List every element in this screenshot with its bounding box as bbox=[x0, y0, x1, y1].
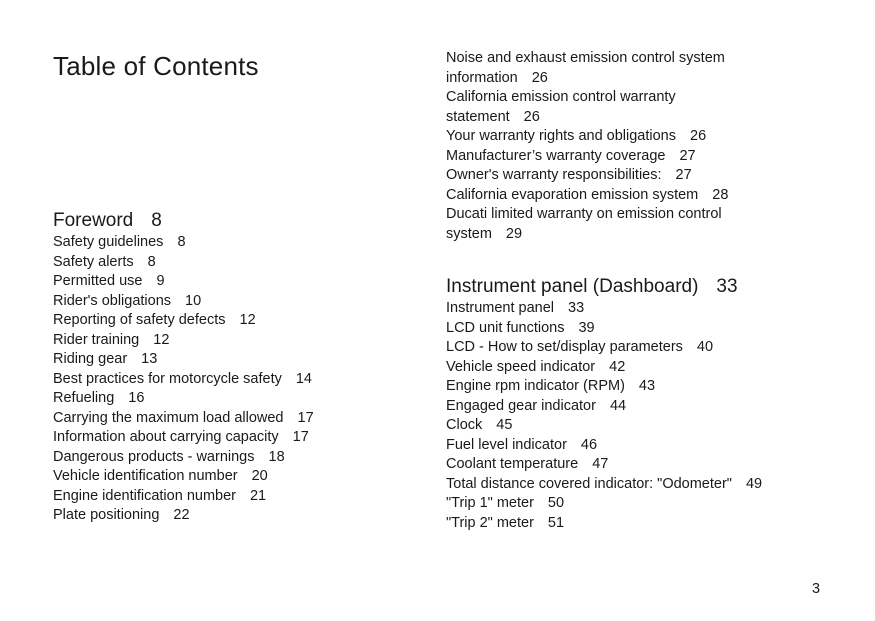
toc-entry-label: Engaged gear indicator bbox=[446, 397, 596, 414]
section-heading-page: 33 bbox=[716, 276, 738, 297]
toc-entry-label: Instrument panel bbox=[446, 300, 555, 316]
toc-entry-label: Refueling bbox=[53, 390, 115, 406]
toc-entry[interactable] bbox=[53, 331, 413, 351]
toc-entry-label: Clock bbox=[446, 417, 483, 433]
toc-entry-label: Total distance covered indicator: "Odometer" bbox=[446, 475, 732, 492]
foreword-section bbox=[53, 209, 413, 526]
toc-entry-page: 45 bbox=[496, 417, 513, 433]
toc-entry-page: 42 bbox=[609, 358, 626, 375]
toc-entry-label: Information about carrying capacity bbox=[53, 429, 279, 445]
toc-entry[interactable] bbox=[53, 487, 413, 507]
toc-entry-label: Carrying the maximum load allowed bbox=[53, 409, 284, 426]
continued-entry-list bbox=[446, 49, 836, 244]
toc-entry-page: 51 bbox=[547, 514, 565, 531]
toc-entry[interactable] bbox=[446, 299, 836, 319]
toc-entry[interactable] bbox=[53, 370, 413, 390]
toc-entry[interactable] bbox=[53, 506, 413, 526]
toc-entry[interactable] bbox=[53, 389, 413, 409]
toc-entry-label: Engine rpm indicator (RPM) bbox=[446, 378, 625, 394]
toc-entry[interactable] bbox=[446, 397, 836, 417]
page-title: Table of Contents bbox=[53, 51, 259, 81]
toc-entry-page: 13 bbox=[141, 351, 158, 367]
toc-entry-label: Coolant temperature bbox=[446, 456, 579, 472]
toc-entry[interactable] bbox=[53, 311, 413, 331]
page-number: 3 bbox=[812, 581, 821, 597]
toc-entry[interactable] bbox=[446, 88, 836, 127]
toc-entry[interactable] bbox=[53, 292, 413, 312]
toc-entry[interactable] bbox=[446, 358, 836, 378]
toc-entry-label: Permitted use bbox=[53, 273, 143, 289]
toc-entry-page: 26 bbox=[531, 69, 548, 86]
toc-entry-label: "Trip 2" meter bbox=[446, 514, 534, 531]
toc-entry-label-cont: statement bbox=[446, 108, 510, 125]
toc-entry-label: Rider training bbox=[53, 331, 140, 348]
toc-entry-page: 39 bbox=[578, 319, 595, 336]
section-heading-label: Instrument panel (Dashboard) bbox=[446, 276, 699, 297]
instrument-panel-section bbox=[446, 275, 836, 533]
toc-entry[interactable] bbox=[446, 475, 836, 495]
toc-entry-page: 9 bbox=[156, 273, 165, 289]
toc-entry-page: 8 bbox=[147, 253, 156, 270]
section-heading-label: Foreword bbox=[53, 210, 134, 231]
toc-entry[interactable] bbox=[53, 448, 413, 468]
toc-entry-page: 12 bbox=[153, 331, 170, 348]
section-heading-instrument-panel[interactable] bbox=[446, 275, 836, 299]
toc-entry-label: Dangerous products - warnings bbox=[53, 448, 255, 465]
toc-entry-page: 27 bbox=[675, 167, 692, 183]
toc-entry[interactable] bbox=[53, 272, 413, 292]
toc-entry[interactable] bbox=[446, 127, 836, 147]
toc-entry-page: 29 bbox=[505, 225, 523, 242]
toc-entry[interactable] bbox=[446, 494, 836, 514]
toc-entry-label: Noise and exhaust emission control system bbox=[446, 50, 725, 66]
toc-entry[interactable] bbox=[446, 338, 836, 358]
toc-entry[interactable] bbox=[446, 205, 836, 244]
toc-entry[interactable] bbox=[446, 416, 836, 436]
toc-entry-label: LCD - How to set/display parameters bbox=[446, 339, 683, 355]
toc-entry[interactable] bbox=[446, 377, 836, 397]
toc-entry[interactable] bbox=[53, 467, 413, 487]
toc-entry-label: Vehicle speed indicator bbox=[446, 358, 596, 375]
toc-entry-label: Safety alerts bbox=[53, 253, 134, 270]
toc-entry-label: Engine identification number bbox=[53, 487, 236, 504]
toc-entry-page: 17 bbox=[292, 429, 309, 445]
toc-entry[interactable] bbox=[53, 428, 413, 448]
toc-entry-page: 40 bbox=[696, 339, 714, 355]
toc-entry-label: Owner's warranty responsibilities: bbox=[446, 167, 662, 183]
toc-entry[interactable] bbox=[446, 436, 836, 456]
toc-entry[interactable] bbox=[53, 253, 413, 273]
toc-entry[interactable] bbox=[53, 409, 413, 429]
toc-entry[interactable] bbox=[446, 147, 836, 167]
toc-entry-page: 14 bbox=[295, 370, 312, 387]
toc-entry[interactable] bbox=[446, 186, 836, 206]
toc-entry-page: 26 bbox=[690, 128, 707, 144]
toc-entry-label-cont: information bbox=[446, 69, 518, 86]
toc-entry[interactable] bbox=[53, 233, 413, 253]
toc-entry-label: Fuel level indicator bbox=[446, 436, 567, 453]
toc-entry-page: 50 bbox=[547, 495, 565, 511]
toc-entry-page: 46 bbox=[580, 436, 598, 453]
toc-entry-page: 10 bbox=[185, 292, 202, 309]
toc-entry-page: 27 bbox=[679, 147, 696, 164]
toc-entry-page: 18 bbox=[268, 448, 285, 465]
toc-entry[interactable] bbox=[446, 455, 836, 475]
instrument-panel-entry-list bbox=[446, 299, 836, 533]
toc-entry-label-cont: system bbox=[446, 225, 492, 242]
toc-entry-page: 16 bbox=[128, 390, 145, 406]
toc-entry[interactable] bbox=[446, 49, 836, 88]
toc-entry-page: 21 bbox=[249, 487, 267, 504]
toc-entry-label: Best practices for motorcycle safety bbox=[53, 370, 282, 387]
toc-entry-label: California evaporation emission system bbox=[446, 186, 699, 203]
toc-entry-label: Reporting of safety defects bbox=[53, 312, 226, 328]
toc-entry[interactable] bbox=[53, 350, 413, 370]
section-heading-page: 8 bbox=[151, 210, 162, 231]
foreword-entry-list bbox=[53, 233, 413, 526]
toc-entry-page: 47 bbox=[592, 456, 609, 472]
toc-entry[interactable] bbox=[446, 319, 836, 339]
toc-entry-label: Manufacturer’s warranty coverage bbox=[446, 147, 666, 164]
toc-entry-page: 33 bbox=[568, 300, 585, 316]
toc-entry-page: 22 bbox=[173, 507, 190, 523]
toc-entry-page: 20 bbox=[251, 468, 268, 484]
toc-entry-page: 44 bbox=[609, 397, 627, 414]
toc-entry-label: Riding gear bbox=[53, 351, 128, 367]
toc-entry-page: 28 bbox=[712, 186, 729, 203]
toc-entry-page: 12 bbox=[239, 312, 256, 328]
toc-entry[interactable] bbox=[446, 514, 836, 534]
toc-entry-label: Vehicle identification number bbox=[53, 468, 238, 484]
toc-entry-label: "Trip 1" meter bbox=[446, 495, 534, 511]
toc-entry-page: 26 bbox=[523, 108, 540, 125]
toc-entry-page: 49 bbox=[745, 475, 763, 492]
toc-entry-page: 43 bbox=[638, 378, 656, 394]
toc-entry-page: 8 bbox=[177, 234, 186, 250]
toc-entry-label: Safety guidelines bbox=[53, 234, 164, 250]
section-heading-foreword[interactable] bbox=[53, 209, 413, 233]
toc-entry-label: Your warranty rights and obligations bbox=[446, 128, 676, 144]
toc-entry-label: California emission control warranty bbox=[446, 89, 676, 105]
toc-entry-label: Rider's obligations bbox=[53, 292, 172, 309]
toc-entry-label: Plate positioning bbox=[53, 507, 160, 523]
toc-entry[interactable] bbox=[446, 166, 836, 186]
toc-entry-label: LCD unit functions bbox=[446, 319, 565, 336]
toc-entry-page: 17 bbox=[297, 409, 314, 426]
toc-entry-label: Ducati limited warranty on emission control bbox=[446, 206, 722, 222]
continued-section bbox=[446, 49, 836, 244]
